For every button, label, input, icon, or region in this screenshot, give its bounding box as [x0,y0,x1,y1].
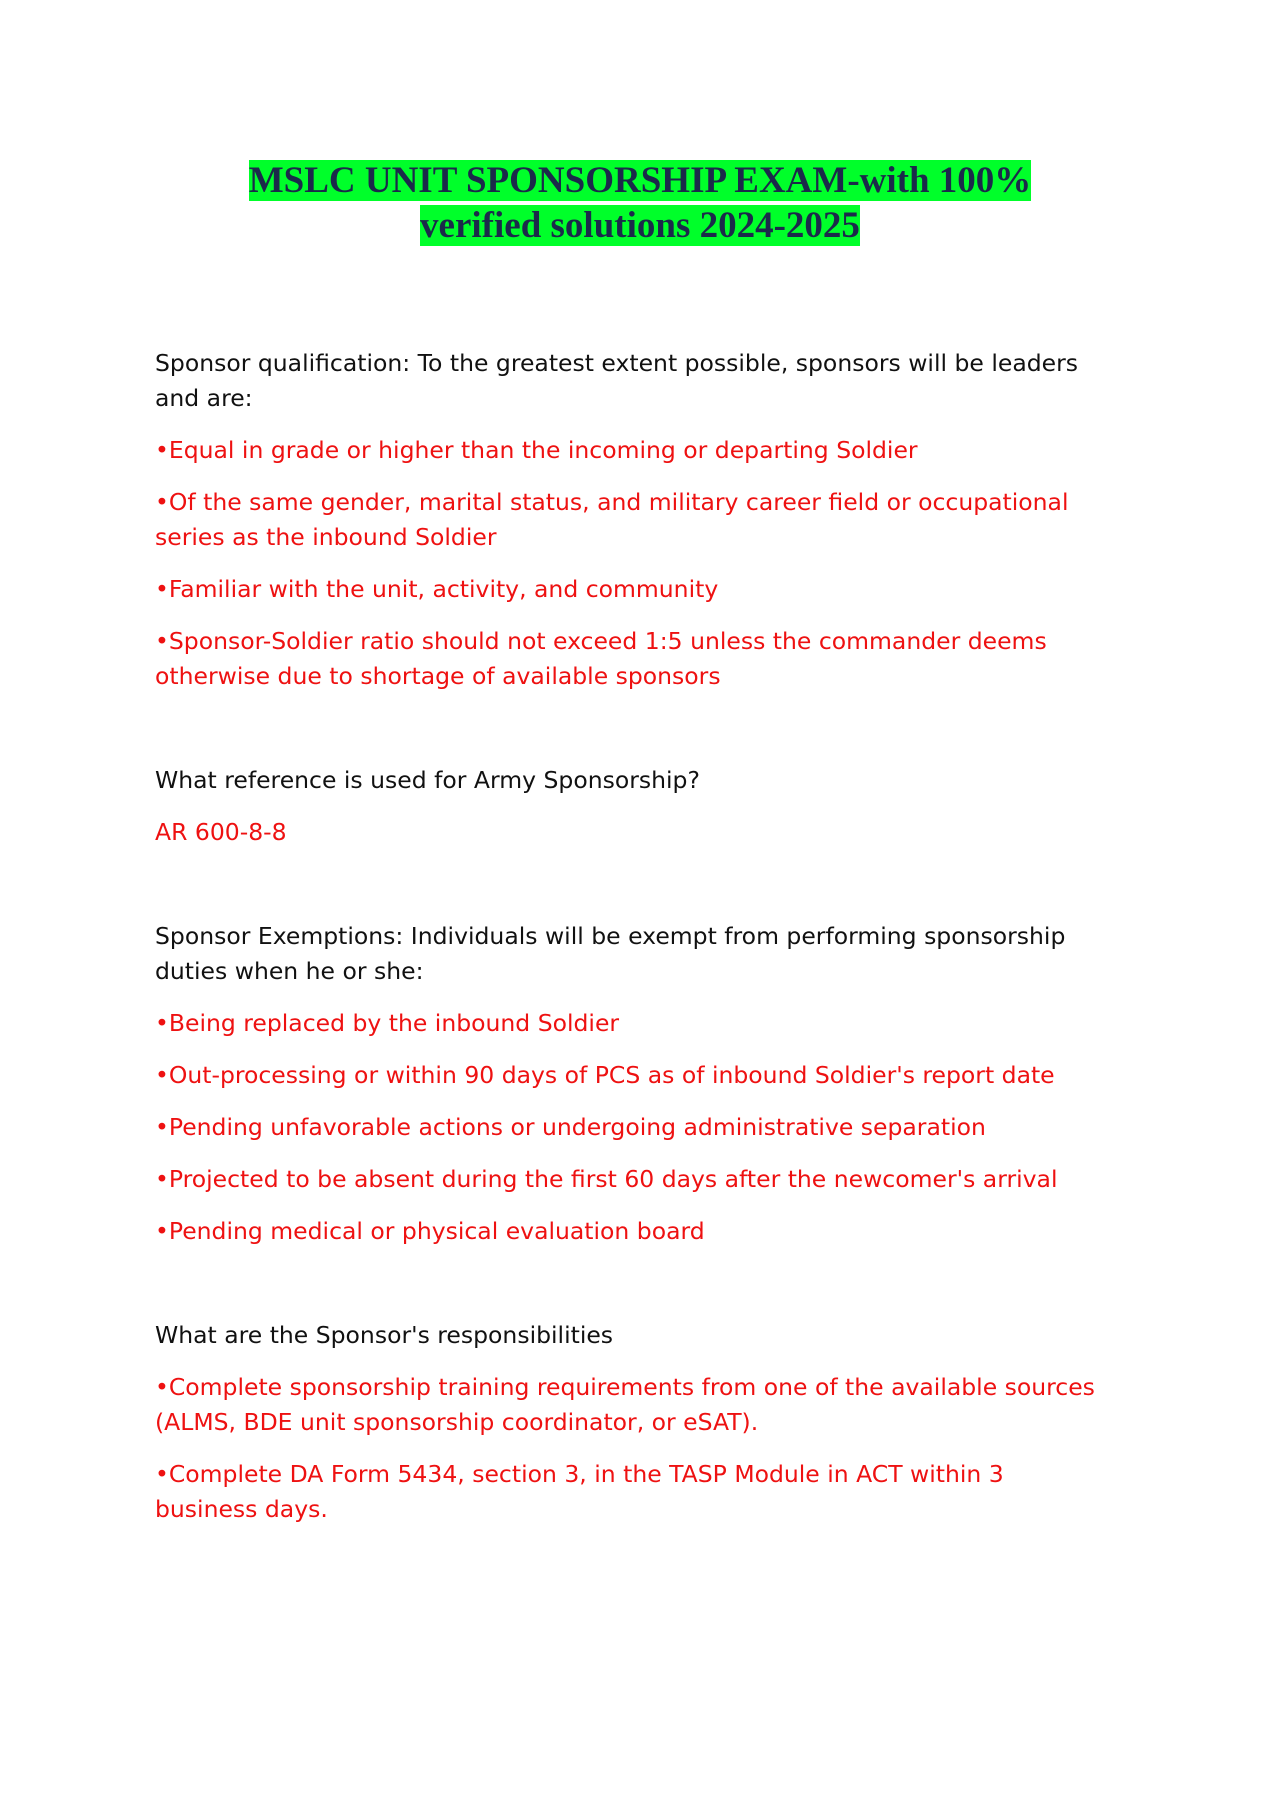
answer-item: •Complete DA Form 5434, section 3, in the TASP Module in ACT within 3 business days. [155,1460,1004,1523]
question-text: Sponsor Exemptions: Individuals will be exempt from performing sponsorship duties when he or she: [155,922,1066,985]
answer-item: •Out-processing or within 90 days of PCS as of inbound Soldier's report date [155,1061,1055,1089]
answer-item: AR 600-8-8 [155,818,287,846]
qa-section-sponsor-qualification [155,346,1100,694]
title-line-1: MSLC UNIT SPONSORSHIP EXAM-with 100% [248,160,1032,201]
answer-item: •Pending unfavorable actions or undergoing administrative separation [155,1113,986,1141]
document-body [155,346,1100,1544]
section-spacer [155,1266,1100,1318]
document-title [156,158,1124,248]
section-spacer [155,867,1100,919]
question-text: What are the Sponsor's responsibilities [155,1321,614,1349]
answer-item: •Of the same gender, marital status, and military career field or occupational series as the inbound Soldier [155,488,1069,551]
question-text: What reference is used for Army Sponsorship? [155,766,700,794]
qa-section-sponsor-responsibilities [155,1318,1100,1527]
answer-item: •Being replaced by the inbound Soldier [155,1009,620,1037]
answer-item: •Familiar with the unit, activity, and community [155,575,719,603]
section-spacer [155,711,1100,763]
answer-item: •Projected to be absent during the first 60 days after the newcomer's arrival [155,1165,1058,1193]
answer-item: •Equal in grade or higher than the incoming or departing Soldier [155,436,918,464]
title-line-2: verified solutions 2024-2025 [420,205,860,246]
qa-section-sponsor-exemptions [155,919,1100,1249]
answer-item: •Sponsor-Soldier ratio should not exceed 1:5 unless the commander deems otherwise due to shortage of available sponsors [155,627,1047,690]
answer-item: •Complete sponsorship training requirements from one of the available sources (ALMS, BDE unit sponsorship coordinator, or eSAT). [155,1373,1095,1436]
qa-section-reference [155,763,1100,850]
answer-item: •Pending medical or physical evaluation board [155,1217,705,1245]
question-text: Sponsor qualification: To the greatest extent possible, sponsors will be leaders and are: [155,349,1078,412]
